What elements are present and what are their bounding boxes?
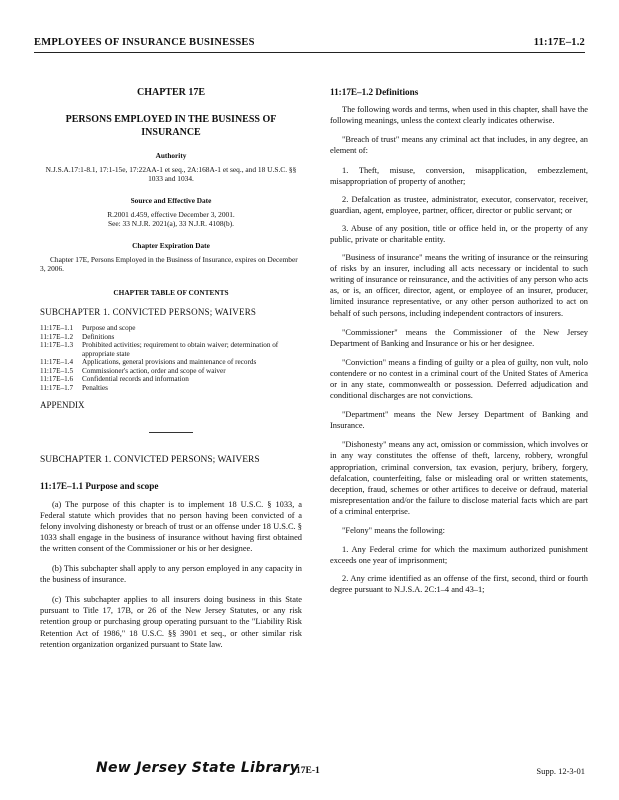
toc-section-title: Applications, general provisions and maintenance of records xyxy=(82,358,257,367)
paragraph-a: (a) The purpose of this chapter is to implement 18 U.S.C. § 1033, a Federal statute which provides that no person having been convicted of a felony involving dishonesty or breach of trust or an offense under 18 U.S.C. § 1033 shall engage in the business of insurance without having first obtained the written consent of the Commissioner or his or her designee. xyxy=(40,499,302,553)
subchapter-heading: SUBCHAPTER 1. CONVICTED PERSONS; WAIVERS xyxy=(40,455,260,466)
def-commissioner: "Commissioner" means the Commissioner of the New Jersey Department of Banking and Insurance or his or her designee. xyxy=(330,327,588,348)
source-line-1: R.2001 d.459, effective December 3, 2001. xyxy=(107,209,235,219)
paragraph-c: (c) This subchapter applies to all insurers doing business in this State pursuant to Title 17, 17B, or 26 of the New Jersey Statutes, or any risk retention group or purchasing group operating pursuant to the "Liability Risk Retention Act of 1986," 18 U.S.C. §§ 3901 et seq., or other similar risk retention organization organized pursuant to State law. xyxy=(40,595,302,649)
def-dishonesty: "Dishonesty" means any act, omission or commission, which involves or in any way constitutes the offense of theft, larceny, robbery, wrongful appropriation, criminal conversion, tax evasion, perjury, bribery, forgery, defalcation, counterfeiting, false or misleading oral or written statements, deception, fraud, schemes or other artifices to deceive or defraud, material misrepresentation and/or the failure to disclose material facts which are part of a criminal enterprise. xyxy=(330,440,588,516)
toc-section-title: Prohibited activities; requirement to obtain waiver; determination of appropriate state xyxy=(82,341,279,358)
running-header xyxy=(34,36,585,53)
toc-section-number: 11:17E–1.7 xyxy=(40,383,74,392)
left-column xyxy=(40,86,302,659)
source-block xyxy=(40,196,302,229)
chapter-title: PERSONS EMPLOYED IN THE BUSINESS OF INSURANCE xyxy=(65,114,277,138)
paragraph-b: (b) This subchapter shall apply to any person employed in any capacity in the business of insurance. xyxy=(40,564,302,585)
breach-item-1: 1. Theft, misuse, conversion, misapplication, embezzlement, misappropriation of property of another; xyxy=(330,165,588,186)
toc-section-number: 11:17E–1.5 xyxy=(40,366,74,375)
source-heading: Source and Effective Date xyxy=(130,196,212,206)
section-divider xyxy=(149,432,193,433)
chapter-number: CHAPTER 17E xyxy=(136,87,206,98)
toc-section-title: Purpose and scope xyxy=(82,324,136,333)
expiration-block xyxy=(40,241,302,274)
page-number: 17E-1 xyxy=(296,766,320,776)
header-section: 11:17E–1.2 xyxy=(533,37,585,48)
toc-section-title: Confidential records and information xyxy=(82,375,189,384)
toc-section-number: 11:17E–1.1 xyxy=(40,324,74,333)
expiration-heading: Chapter Expiration Date xyxy=(132,240,210,250)
felony-item-2: 2. Any crime identified as an offense of the first, second, third or fourth degree pursuant to N.J.S.A. 2C:1–4 and 43–1; xyxy=(330,574,588,595)
section-heading-1-2: 11:17E–1.2 Definitions xyxy=(330,87,419,97)
def-felony: "Felony" means the following: xyxy=(342,526,445,536)
def-conviction: "Conviction" means a finding of guilty or a plea of guilty, non vult, nolo contendere or no contest in a criminal court of the United States of America or in any state, commonwealth or possession. Deferred adjudication and conditional discharges are not convictions. xyxy=(330,357,588,401)
breach-item-2: 2. Defalcation as trustee, administrator, executor, conservator, receiver, guardian, agent, employee, partner, officer, director or public servant; or xyxy=(330,194,588,215)
breach-item-3: 3. Abuse of any position, title or office held in, or the property of any public, private or charitable entity. xyxy=(330,223,588,244)
authority-block xyxy=(40,151,302,184)
def-business-of-insurance: "Business of insurance" means the writing of insurance or the reinsuring of risks by an insurer, including all acts necessary or incidental to such writing of insurance or reinsurance, and the activities of any person who acts as, or is, an officer, director, agent, or employee of an insurer, producer, limited insurance representative, or any other person authorized to act on behalf of such persons, including independent contractors of insurers. xyxy=(330,253,588,318)
def-department: "Department" means the New Jersey Department of Banking and Insurance. xyxy=(330,410,588,431)
def-breach-of-trust: "Breach of trust" means any criminal act that includes, in any degree, an element of: xyxy=(330,135,588,156)
supplement-date: Supp. 12-3-01 xyxy=(536,766,585,776)
toc-appendix: APPENDIX xyxy=(40,400,85,411)
definitions-intro: The following words and terms, when used in this chapter, shall have the following meanings, unless the context clearly indicates otherwise. xyxy=(330,105,588,126)
header-title: EMPLOYEES OF INSURANCE BUSINESSES xyxy=(34,37,255,48)
authority-text: N.J.S.A.17:1-8.1, 17:1-15e, 17:22AA-1 et seq., 2A:168A-1 et seq., and 18 U.S.C. §§ 1033 and 1034. xyxy=(45,164,297,184)
library-stamp: New Jersey State Library xyxy=(96,760,300,776)
section-heading-1-1: 11:17E–1.1 Purpose and scope xyxy=(40,481,159,492)
toc-section-title: Definitions xyxy=(82,332,115,341)
toc-heading: CHAPTER TABLE OF CONTENTS xyxy=(113,287,229,297)
right-column xyxy=(330,86,588,603)
toc-section-number: 11:17E–1.6 xyxy=(40,375,74,384)
authority-heading: Authority xyxy=(155,151,187,161)
toc-section-number: 11:17E–1.2 xyxy=(40,332,74,341)
source-line-2: See: 33 N.J.R. 2021(a), 33 N.J.R. 4108(b). xyxy=(107,219,235,229)
toc-section-title: Penalties xyxy=(82,383,108,392)
toc-list xyxy=(40,324,302,392)
toc-section-number: 11:17E–1.4 xyxy=(40,358,74,367)
toc-section-number: 11:17E–1.3 xyxy=(40,341,74,350)
toc-subchapter: SUBCHAPTER 1. CONVICTED PERSONS; WAIVERS xyxy=(40,307,257,318)
felony-item-1: 1. Any Federal crime for which the maximum authorized punishment exceeds one year of imprisonment; xyxy=(330,545,588,566)
expiration-text: Chapter 17E, Persons Employed in the Business of Insurance, expires on December 3, 2006. xyxy=(40,254,298,274)
toc-section-title: Commissioner's action, order and scope of waiver xyxy=(82,366,226,375)
